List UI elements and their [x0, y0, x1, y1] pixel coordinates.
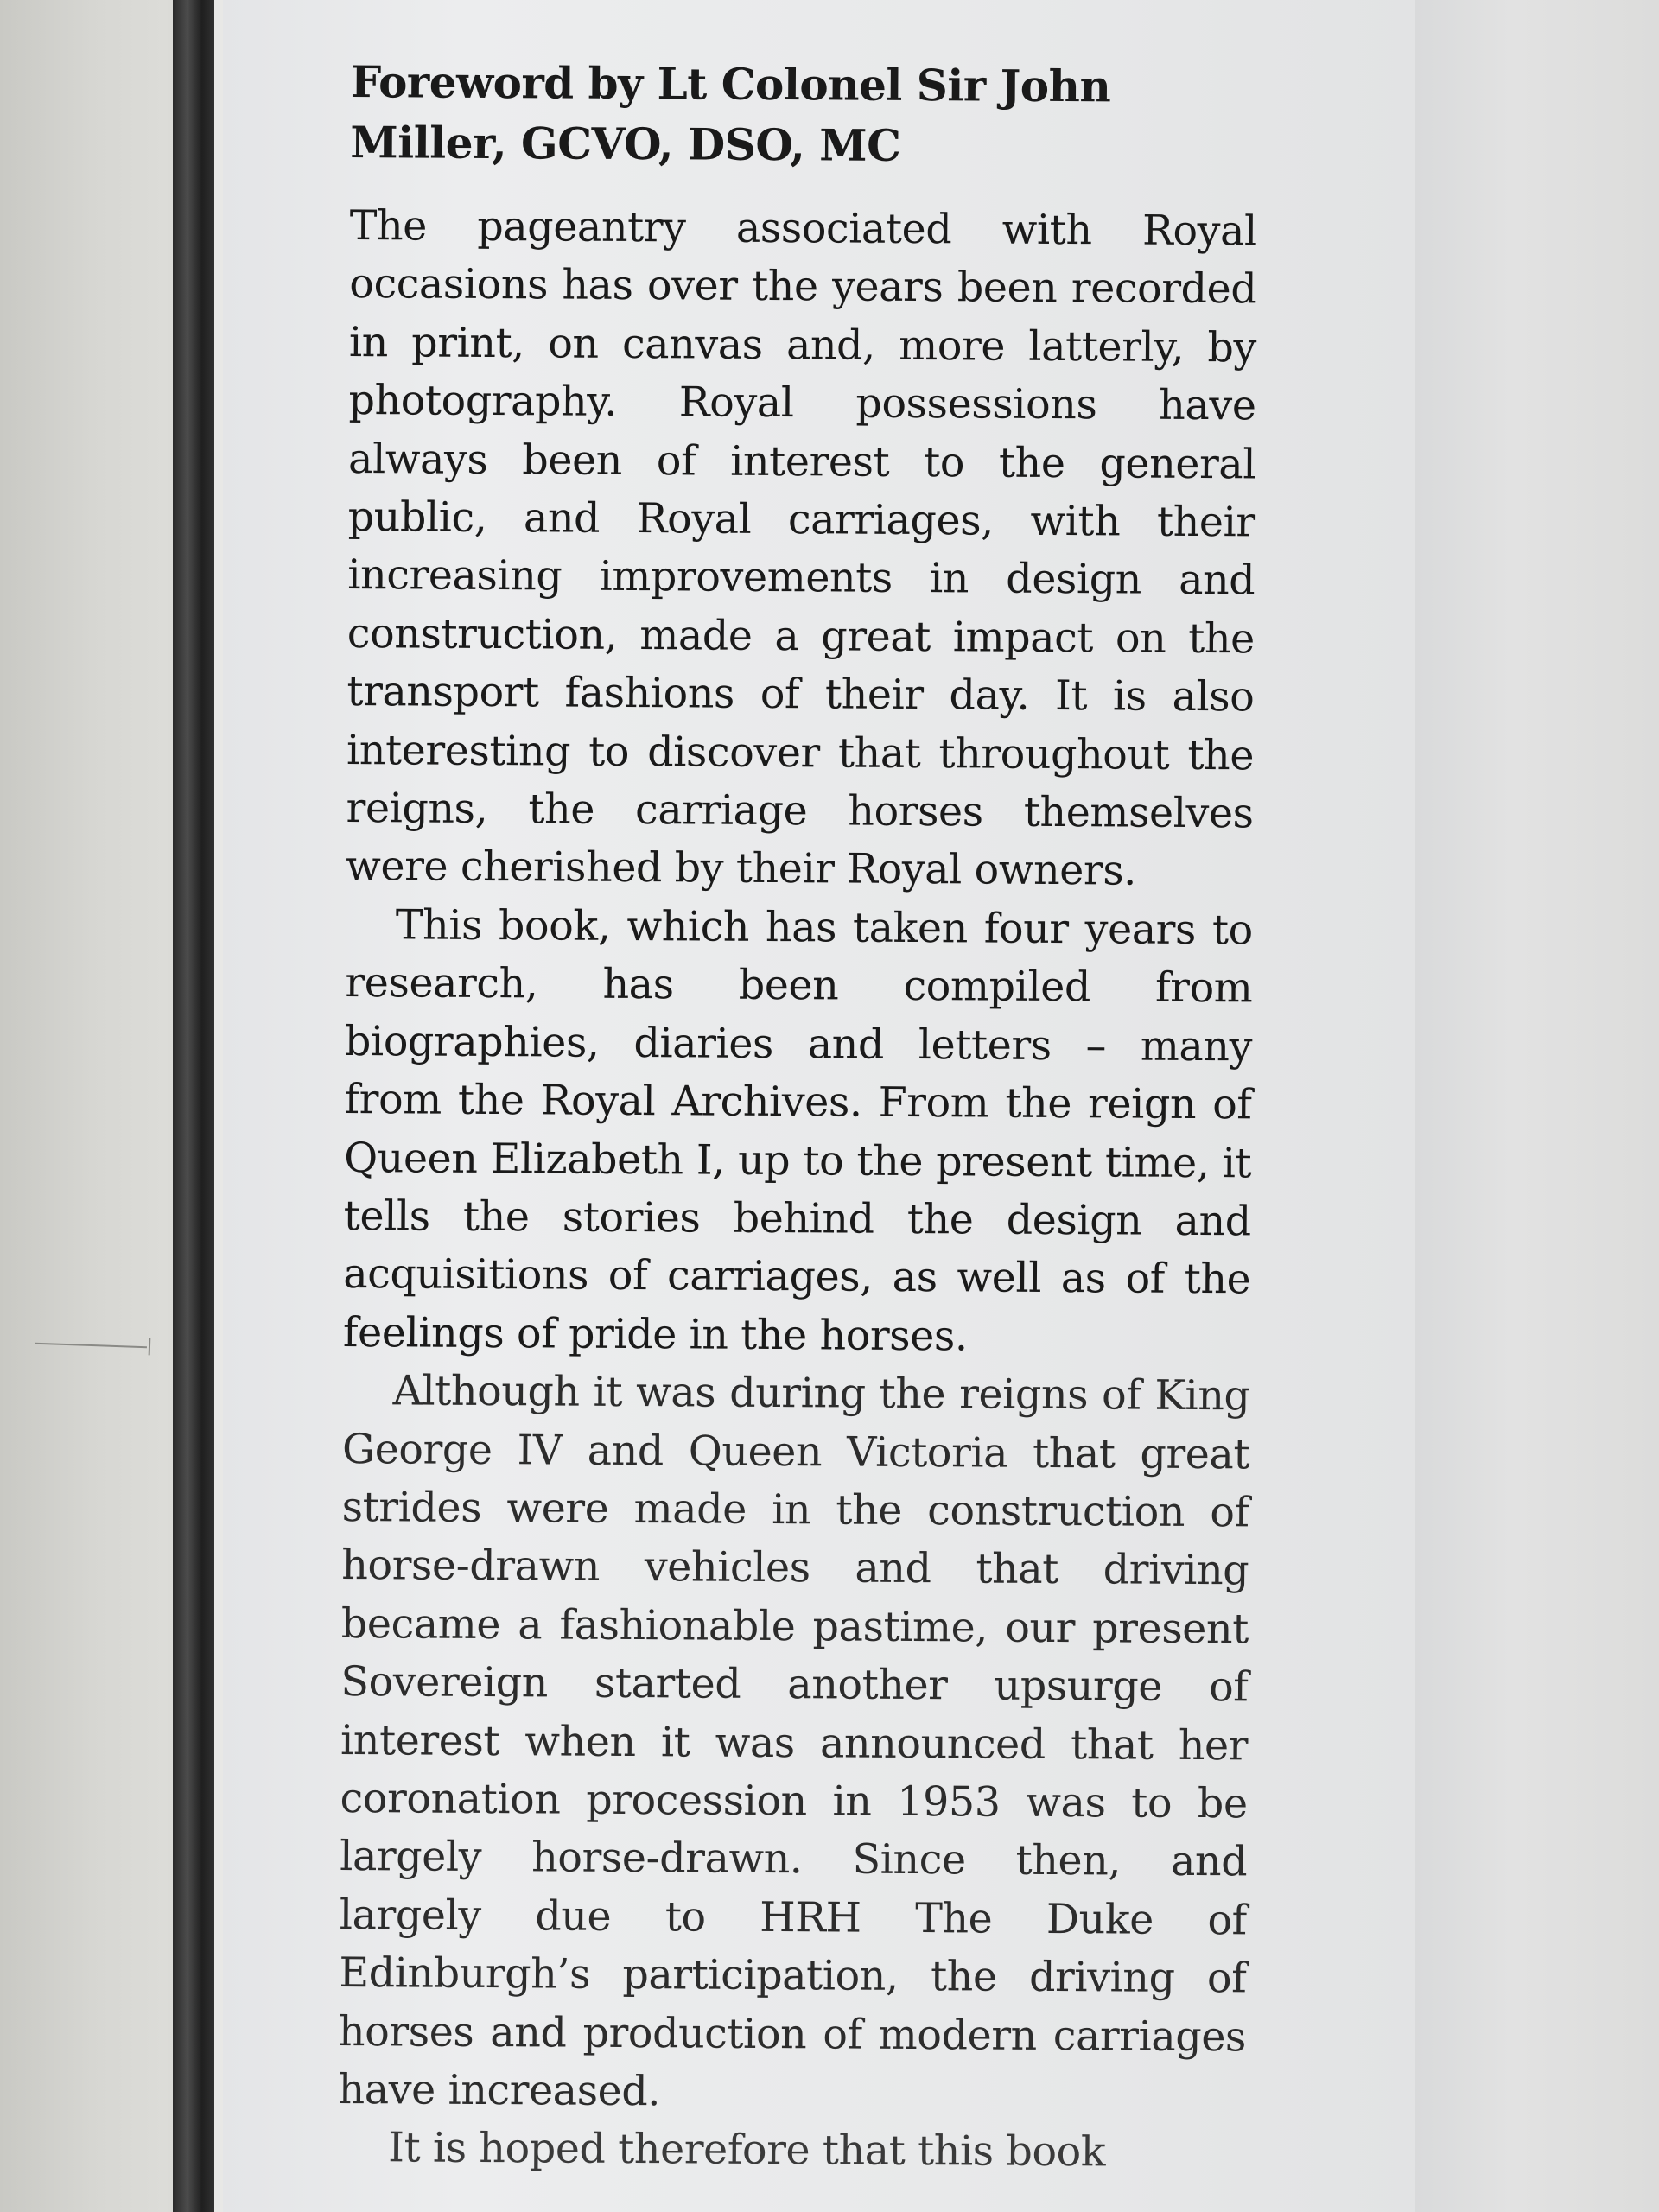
foreword-heading: Foreword by Lt Colonel Sir John Miller, GCVO, DSO, MC — [350, 55, 1111, 171]
paragraph-4: It is hoped therefore that this book — [388, 2124, 1106, 2177]
spine-edge — [214, 0, 223, 2212]
paragraph-3: Although it was during the reigns of King George IV and Queen Victoria that great strides were made in the construction of horse-drawn vehicles and that driving became a fashionable pastime, our present Sovereign started another upsurge of interest when it was announced that her coronation procession in 1953 was to be largely horse-drawn. Since then, and largely due to HRH The Duke of Edinburgh’s participation, the driving of horses and production of modern carriages have increased. — [338, 1367, 1250, 2116]
paragraph-1: The pageantry associated with Royal occasions has over the years been recorded in print, on canvas and, more latterly, by photography. Royal possessions have always been of interest to the general public, and Royal carriages, with their increasing improvements in design and construction, made a great impact on the transport fashions of their day. It is also interesting to discover that throughout the reigns, the carriage horses themselves were cherished by their Royal owners. — [346, 201, 1257, 896]
page-margin-right — [1415, 0, 1659, 2212]
paragraph-2: This book, which has taken four years to research, has been compiled from biographies, diaries and letters – many from the Royal Archives. From the reign of Queen Elizabeth I, up to the present time, it tells the stories behind the design and acquisitions of carriages, as well as of the feelings of pride in the horses. — [342, 901, 1253, 1361]
foreword-text-block — [338, 52, 1258, 2183]
